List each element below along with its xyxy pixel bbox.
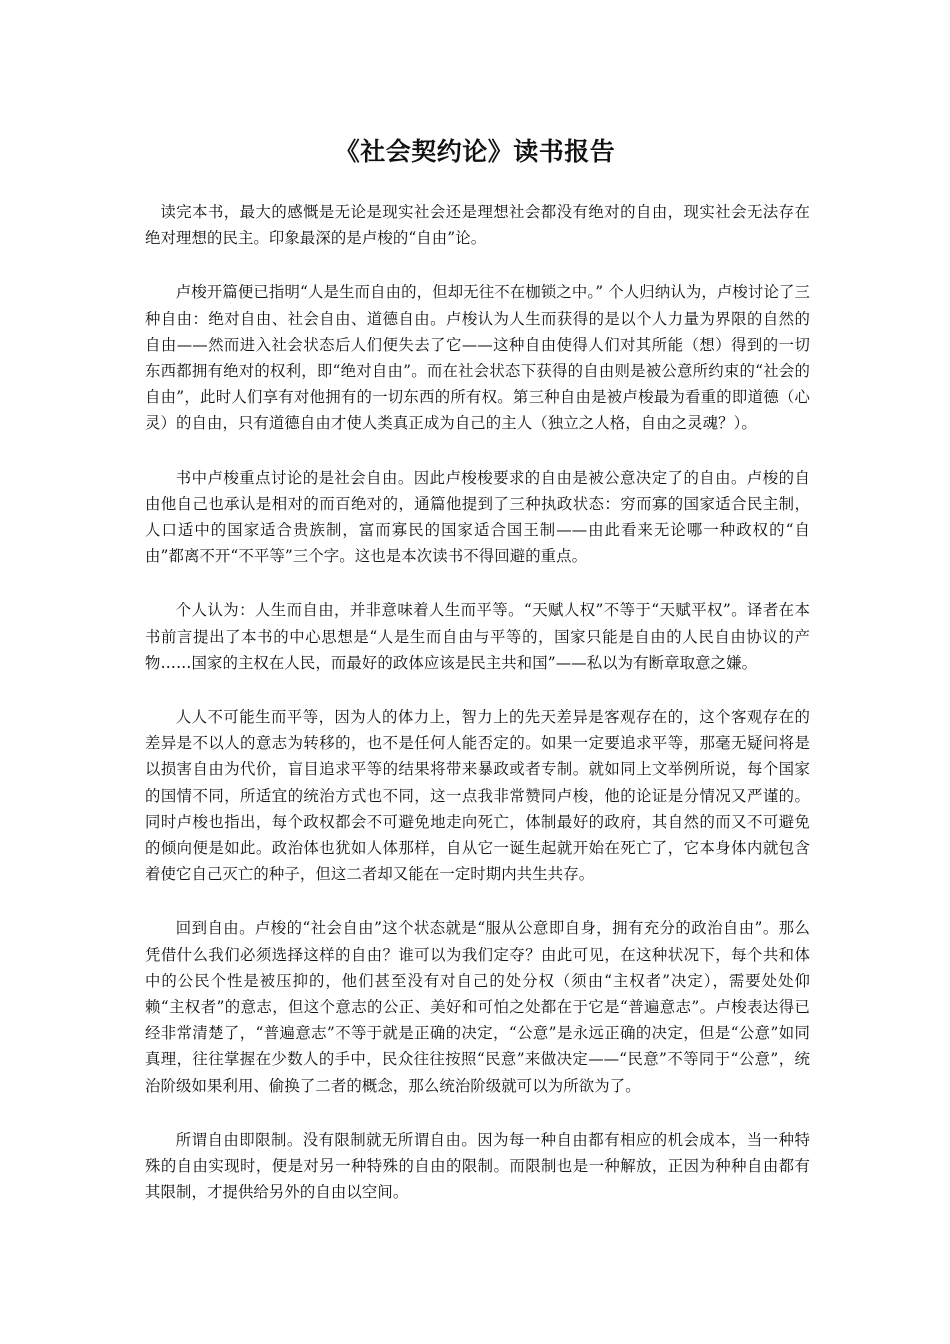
paragraph-3: 书中卢梭重点讨论的是社会自由。因此卢梭梭要求的自由是被公意决定了的自由。卢梭的自由他自己也承认是相对的而百绝对的，通篇他提到了三种执政状态：穷而寡的国家适合民主制，人口适中的国家适合贵族制，富而寡民的国家适合国王制——由此看来无论哪一种政权的“自由”都离不开“不平等”三个字。这也是本次读书不得回避的重点。 (145, 468, 810, 566)
paragraph-1: 读完本书，最大的感慨是无论是现实社会还是理想社会都没有绝对的自由，现实社会无法存在绝对理想的民主。印象最深的是卢梭的“自由”论。 (145, 203, 810, 248)
paragraph-2: 卢梭开篇便已指明“人是生而自由的，但却无往不在枷锁之中。” 个人归纳认为，卢梭讨论了三种自由：绝对自由、社会自由、道德自由。卢梭认为人生而获得的是以个人力量为界限的自然的自由——然而进入社会状态后人们便失去了它——这种自由使得人们对其所能（想）得到的一切东西都拥有绝对的权利，即“绝对自由”。而在社会状态下获得的自由则是被公意所约束的“社会的自由”，此时人们享有对他拥有的一切东西的所有权。第三种自由是被卢梭最为看重的即道德（心灵）的自由，只有道德自由才使人类真正成为自己的主人（独立之人格，自由之灵魂？）。 (145, 283, 810, 433)
paragraph-6: 回到自由。卢梭的“社会自由”这个状态就是“服从公意即自身，拥有充分的政治自由”。那么凭借什么我们必须选择这样的自由？谁可以为我们定夺？由此可见，在这种状况下，每个共和体中的公民个性是被压抑的，他们甚至没有对自己的处分权（须由“主权者”决定），需要处处仰赖“主权者”的意志，但这个意志的公正、美好和可怕之处都在于它是“普遍意志”。卢梭表达得已经非常清楚了，“普遍意志”不等于就是正确的决定，“公意”是永远正确的决定，但是“公意”如同真理，往往掌握在少数人的手中，民众往往按照“民意”来做决定——“民意”不等同于“公意”，统治阶级如果利用、偷换了二者的概念，那么统治阶级就可以为所欲为了。 (145, 919, 810, 1095)
paragraph-7: 所谓自由即限制。没有限制就无所谓自由。因为每一种自由都有相应的机会成本，当一种特殊的自由实现时，便是对另一种特殊的自由的限制。而限制也是一种解放，正因为种种自由都有其限制，才提供给另外的自由以空间。 (145, 1130, 810, 1202)
document-body (145, 199, 810, 1234)
paragraph-5: 人人不可能生而平等，因为人的体力上，智力上的先天差异是客观存在的，这个客观存在的差异是不以人的意志为转移的，也不是任何人能否定的。如果一定要追求平等，那毫无疑问将是以损害自由为代价，盲目追求平等的结果将带来暴政或者专制。就如同上文举例所说，每个国家的国情不同，所适宜的统治方式也不同，这一点我非常赞同卢梭，他的论证是分情况又严谨的。同时卢梭也指出，每个政权都会不可避免地走向死亡，体制最好的政府，其自然的而又不可避免的倾向便是如此。政治体也犹如人体那样，自从它一诞生起就开始在死亡了，它本身体内就包含着使它自己灭亡的种子，但这二者却又能在一定时期内共生共存。 (145, 708, 810, 884)
paragraph-4: 个人认为：人生而自由，并非意味着人生而平等。“天赋人权”不等于“天赋平权”。译者在本书前言提出了本书的中心思想是“人是生而自由与平等的，国家只能是自由的人民自由协议的产物……国家的主权在人民，而最好的政体应该是民主共和国”——私以为有断章取意之嫌。 (145, 601, 810, 672)
document-title: 《社会契约论》读书报告 (334, 137, 616, 166)
